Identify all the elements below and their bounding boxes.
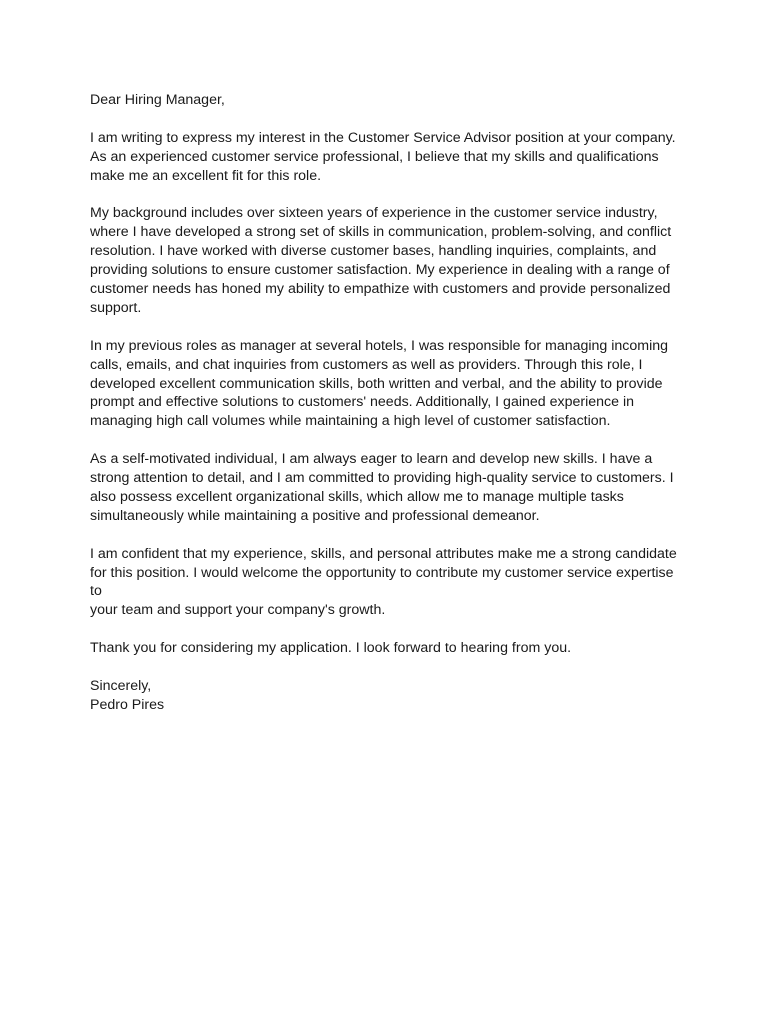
paragraph-intro: I am writing to express my interest in the Customer Service Advisor position at your company. As an experienced customer service professional, I believe that my skills and qualifications make me an excellent fit for this role.: [90, 129, 676, 184]
closing-block: [90, 677, 686, 715]
paragraph-background: My background includes over sixteen years of experience in the customer service industry, where I have developed a strong set of skills in communication, problem-solving, and conflict resolution. I have worked with diverse customer bases, handling inquiries, complaints, and providing solutions to ensure customer satisfaction. My experience in dealing with a range of customer needs has honed my ability to empathize with customers and provide personalized support.: [90, 205, 672, 316]
paragraph-previous-roles: In my previous roles as manager at several hotels, I was responsible for managing incoming calls, emails, and chat inquiries from customers as well as providers. Through this role, I developed excellent communication skills, both written and verbal, and the ability to provide prompt and effective solutions to customers' needs. Additionally, I gained experience in managing high call volumes while maintaining a high level of customer satisfaction.: [90, 337, 669, 430]
cover-letter: [90, 91, 686, 715]
paragraph-self-motivated: As a self-motivated individual, I am always eager to learn and develop new skills. I have a strong attention to detail, and I am committed to providing high-quality service to customers. I also possess excellent organizational skills, which allow me to manage multiple tasks simultaneously while maintaining a positive and professional demeanor.: [90, 451, 674, 524]
salutation: Dear Hiring Manager,: [90, 92, 225, 108]
paragraph-confidence: I am confident that my experience, skills, and personal attributes make me a strong candidate for this position. I would welcome the opportunity to contribute my customer service expertise to your team and support your company's growth.: [90, 545, 677, 619]
signature: Pedro Pires: [90, 696, 165, 713]
closing: Sincerely,: [90, 677, 152, 694]
paragraph-thanks: Thank you for considering my application. I look forward to hearing from you.: [90, 640, 572, 657]
